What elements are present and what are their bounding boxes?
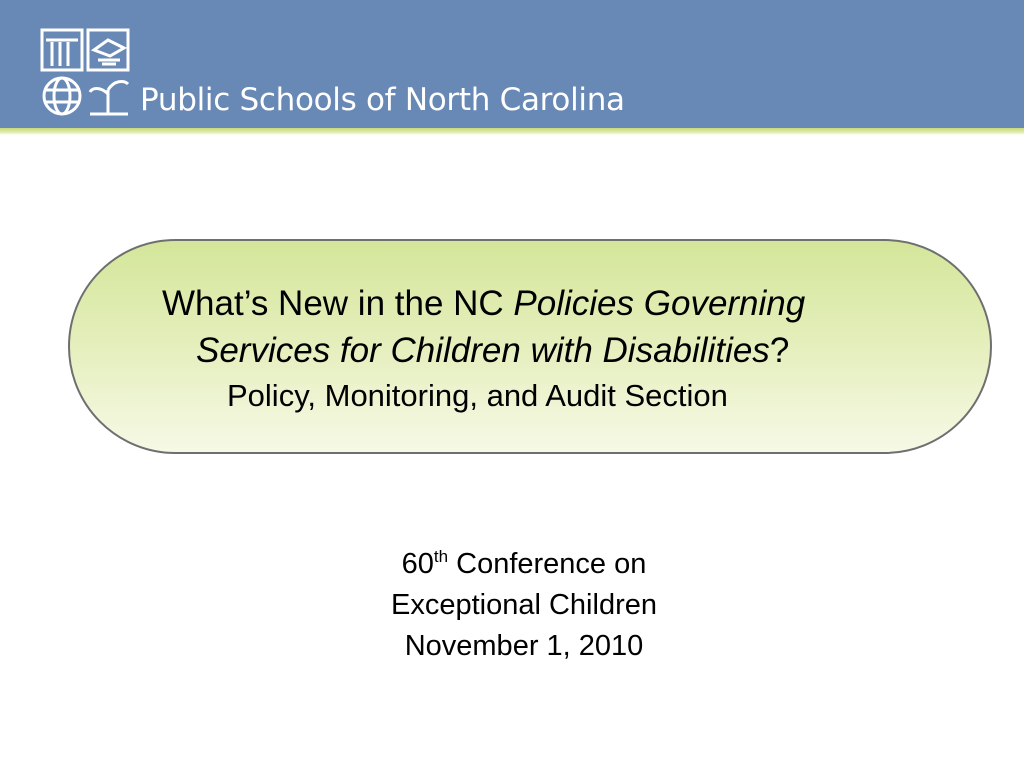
title-line-1 <box>162 283 1024 325</box>
title-line-1-plain: What’s New in the NC <box>162 284 514 323</box>
nc-public-schools-logo-icon <box>40 28 132 118</box>
conference-line-1 <box>0 544 1024 585</box>
header-banner <box>0 0 1024 128</box>
conference-line-2: Exceptional Children <box>391 589 657 621</box>
conference-date: November 1, 2010 <box>404 630 644 662</box>
conference-info <box>0 544 1024 667</box>
title-line-1-italic: Policies Governing <box>513 284 806 323</box>
conference-ordinal-suffix: th <box>433 547 449 566</box>
conference-line-1-rest: Conference on <box>448 548 647 580</box>
title-line-2 <box>196 330 1024 372</box>
subtitle: Policy, Monitoring, and Audit Section <box>227 378 728 413</box>
title-line-2-plain: ? <box>769 331 790 370</box>
title-line-2-italic: Services for Children with Disabilities <box>196 331 770 370</box>
org-name: Public Schools of North Carolina <box>140 82 625 118</box>
header-accent-stripe <box>0 128 1024 135</box>
conference-ordinal-number: 60 <box>401 548 434 580</box>
